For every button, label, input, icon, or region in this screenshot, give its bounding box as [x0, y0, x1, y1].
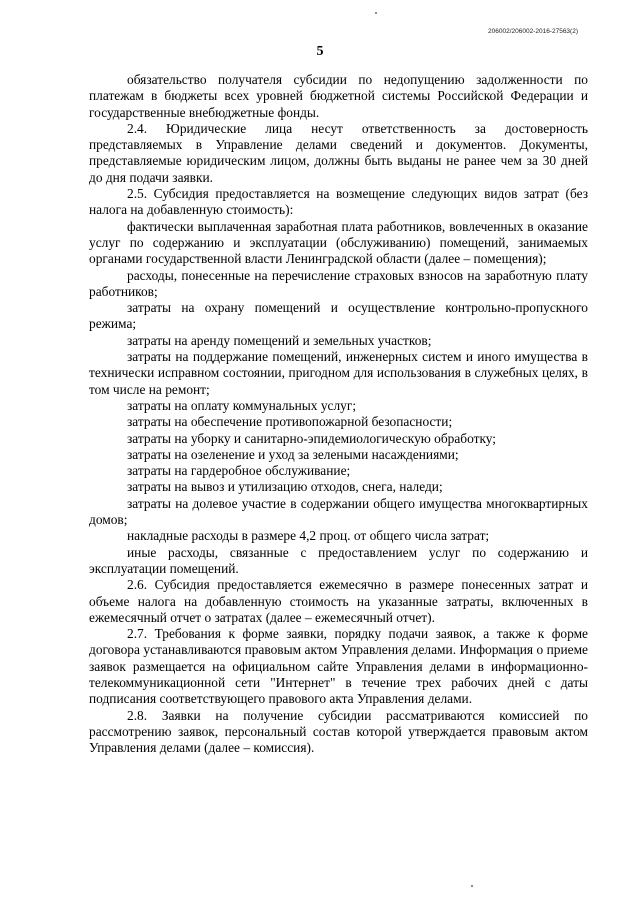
paragraph-2-7: 2.7. Требования к форме заявки, порядку подачи заявок, а также к форме договора устанавливаются правовым актом Управления делами. Информация о приеме заявок размещается на официальном сайте Управления делами в информационно-телекоммуникационной сети "Интернет" в течение трех рабочих дней с даты подписания соответствующего правового акта Управления делами.: [89, 626, 588, 707]
list-item-utilities: затраты на оплату коммунальных услуг;: [127, 397, 357, 413]
list-item-cleaning: затраты на уборку и санитарно-эпидемиологическую обработку;: [127, 430, 497, 446]
list-item-overhead: накладные расходы в размере 4,2 проц. от общего числа затрат;: [127, 528, 490, 544]
list-item-salary: фактически выплаченная заработная плата работников, вовлеченных в оказание услуг по содержанию и эксплуатации (обслуживанию) помещений, занимаемых органами государственной власти Ленинградской области (далее – помещения);: [89, 218, 588, 267]
list-item-security: затраты на охрану помещений и осуществление контрольно-пропускного режима;: [89, 300, 588, 332]
list-item-waste: затраты на вывоз и утилизацию отходов, снега, наледи;: [127, 479, 443, 495]
list-item-rent: затраты на аренду помещений и земельных участков;: [127, 332, 432, 348]
list-item-cloakroom: затраты на гардеробное обслуживание;: [127, 463, 351, 479]
list-item-shared-property: затраты на долевое участие в содержании общего имущества многоквартирных домов;: [89, 495, 588, 528]
paragraph-2-8: 2.8. Заявки на получение субсидии рассматриваются комиссией по рассмотрению заявок, персональный состав которой утверждается правовым актом Управления делами (далее – комиссия).: [89, 707, 588, 756]
paragraph-obligation-continuation: обязательство получателя субсидии по недопущению задолженности по платежам в бюджеты всех уровней бюджетной системы Российской Федерации и государственные внебюджетные фонды.: [89, 72, 588, 120]
paragraph-2-4: 2.4. Юридические лица несут ответственность за достоверность представляемых в Управление делами сведений и документов. Документы, представляемые юридическим лицом, должны быть выданы не ранее чем за 30 дней до дня подачи заявки.: [89, 120, 588, 185]
page-number: 5: [316, 44, 324, 59]
list-item-insurance: расходы, понесенные на перечисление страховых взносов на заработную плату работников;: [89, 267, 588, 299]
paragraph-2-6: 2.6. Субсидия предоставляется ежемесячно в размере понесенных затрат и объеме налога на добавленную стоимость на указанные затраты, включенных в ежемесячный отчет о затратах (далее – ежемесячный отчет).: [89, 577, 588, 625]
paragraph-2-5: 2.5. Субсидия предоставляется на возмещение следующих видов затрат (без налога на добавленную стоимость):: [89, 186, 588, 218]
scan-speck: [375, 12, 377, 14]
list-item-fire-safety: затраты на обеспечение противопожарной безопасности;: [127, 414, 453, 430]
list-item-other: иные расходы, связанные с предоставлением услуг по содержанию и эксплуатации помещений.: [89, 544, 588, 576]
scan-speck: [471, 885, 473, 887]
document-id: 206002/206002-2016-27563(2): [488, 28, 578, 35]
document-body: [89, 72, 588, 756]
list-item-landscaping: затраты на озеленение и уход за зелеными насаждениями;: [127, 446, 459, 462]
list-item-maintenance: затраты на поддержание помещений, инженерных систем и иного имущества в технически исправном состоянии, пригодном для использования в служебных целях, в том числе на ремонт;: [89, 349, 588, 397]
